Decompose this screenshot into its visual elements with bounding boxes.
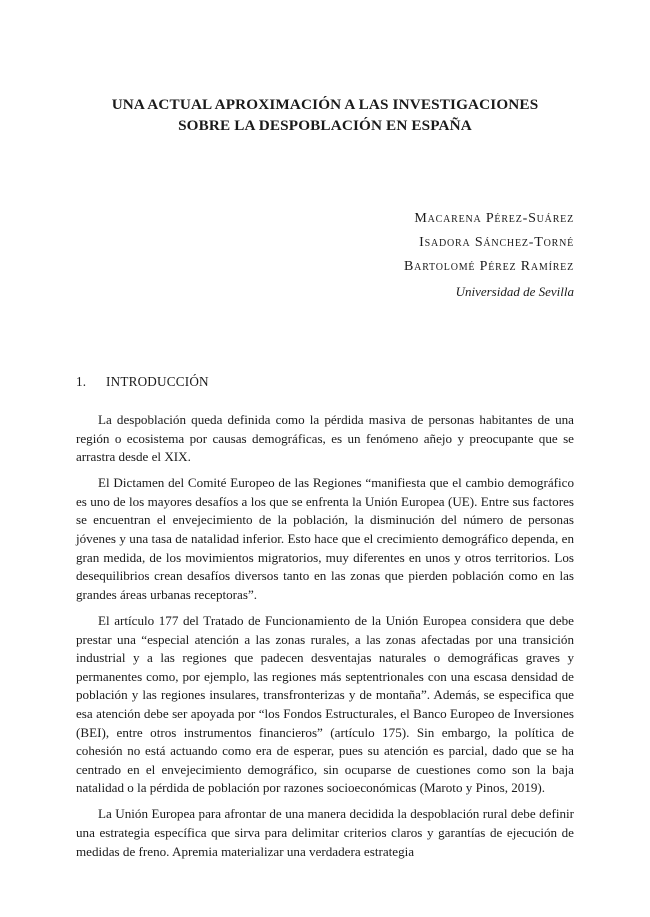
paragraph: La Unión Europea para afrontar de una manera decidida la despoblación rural debe definir una estrategia específica que sirva para delimitar criterios claros y garantías de ejecución de medidas de freno. Apremia materializar una verdadera estrategia xyxy=(76,806,574,859)
paragraph: La despoblación queda definida como la pérdida masiva de personas habitantes de una región o ecosistema por causas demográficas, es un fenómeno añejo y preocupante que se arrastra desde el XIX. xyxy=(76,412,574,465)
title-line-2: SOBRE LA DESPOBLACIÓN EN ESPAÑA xyxy=(178,117,472,134)
author-name: Bartolomé Pérez Ramírez xyxy=(404,259,574,274)
body-text xyxy=(76,411,574,869)
paragraph: El artículo 177 del Tratado de Funcionamiento de la Unión Europea considera que debe prestar una “especial atención a las zonas rurales, a las zonas afectadas por una transición industrial y a las regiones que padecen desventajas naturales o demográficas graves y permanentes como, por ejemplo, las regiones más septentrionales con una escasa densidad de población y las regiones insulares, transfronterizas y de montaña”. Además, se especifica que esa atención debe ser apoyada por “los Fondos Estructurales, el Banco Europeo de Inversiones (BEI), entre otros instrumentos financieros” (artículo 175). Sin embargo, la política de cohesión no está actuando como era de esperar, pues su atención es parcial, dado que se ha centrado en el envejecimiento demográfico, sin ocuparse de cuestiones como son la baja natalidad o la pérdida de población por razones socioeconómicas (Maroto y Pinos, 2019). xyxy=(76,612,574,796)
author-block xyxy=(404,207,574,305)
section-heading xyxy=(76,373,209,391)
author-name: Isadora Sánchez-Torné xyxy=(419,235,574,250)
section-number: 1. xyxy=(76,374,87,389)
paper-title xyxy=(60,94,590,136)
title-line-1: UNA ACTUAL APROXIMACIÓN A LAS INVESTIGACIONES xyxy=(111,96,539,113)
author-name: Macarena Pérez-Suárez xyxy=(414,211,574,226)
paragraph: El Dictamen del Comité Europeo de las Regiones “manifiesta que el cambio demográfico es uno de los mayores desafíos a los que se enfrenta la Unión Europea (UE). Entre sus factores se encuentran el envejecimiento de la población, la disminución del número de personas jóvenes y una tasa de natalidad inferior. Esto hace que el crecimiento demográfico dependa, en gran medida, de los movimientos migratorios, muy diferentes en unos y otros territorios. Los desequilibrios crean desafíos diversos tanto en las zonas que pierden población como en las grandes áreas urbanas receptoras”. xyxy=(76,475,574,602)
section-title: INTRODUCCIÓN xyxy=(106,374,209,389)
author-affiliation: Universidad de Sevilla xyxy=(455,284,574,299)
